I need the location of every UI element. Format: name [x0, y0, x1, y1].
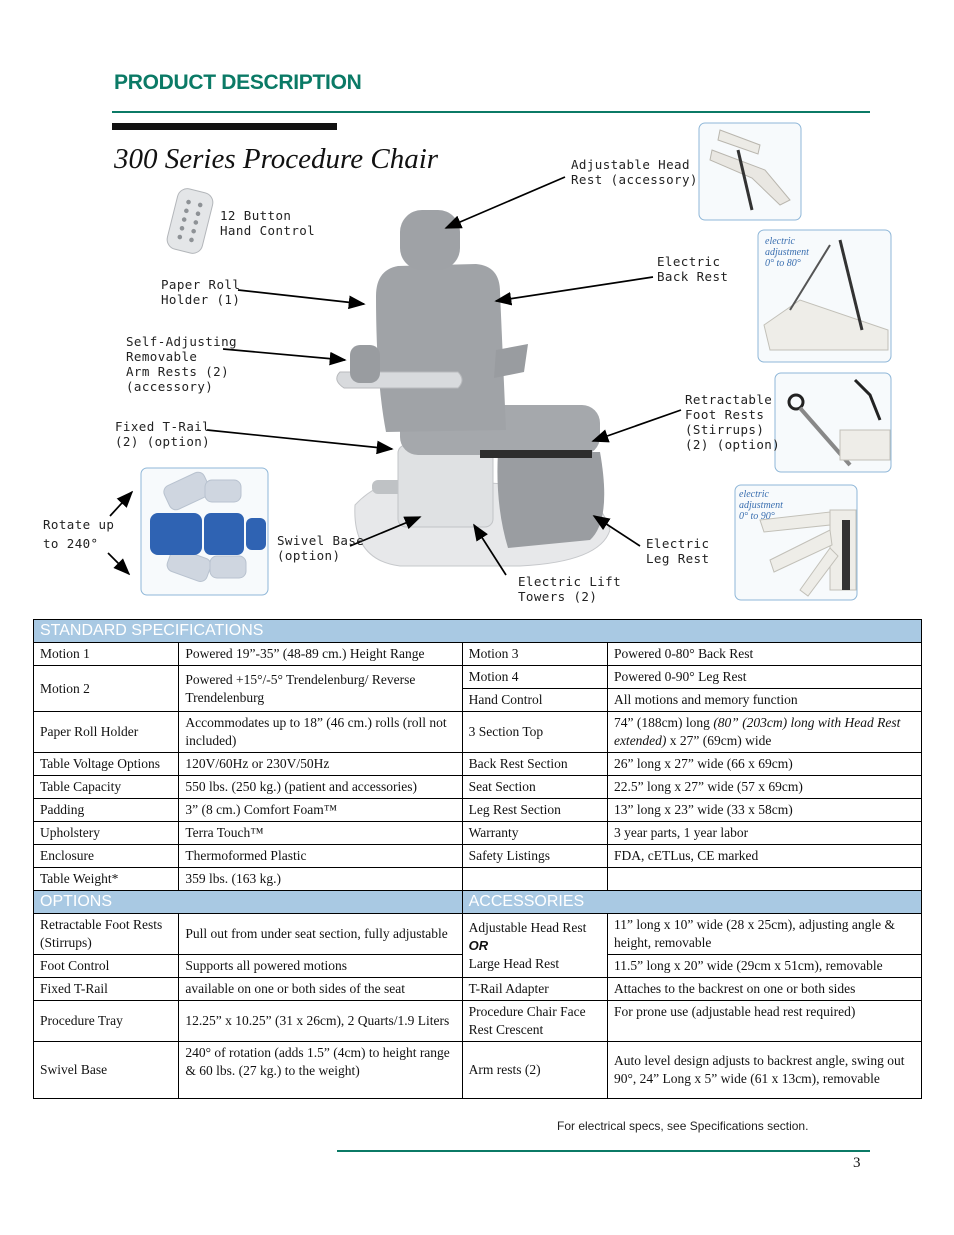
table-row: Upholstery Terra Touch™ Warranty 3 year parts, 1 year labor: [34, 822, 922, 845]
standard-specs-header: STANDARD SPECIFICATIONS: [34, 620, 922, 643]
table-row: Motion 1 Powered 19”-35” (48-89 cm.) Height Range Motion 3 Powered 0-80° Back Rest: [34, 643, 922, 666]
page-number: 3: [853, 1155, 861, 1171]
page-heading: PRODUCT DESCRIPTION: [114, 71, 362, 94]
foot-rest-image: [775, 373, 891, 472]
table-row: Motion 2 Powered +15°/-5° Trendelenburg/ Reverse Trendelenburg Motion 4 Powered 0-90° Leg Rest: [34, 666, 922, 689]
product-illustration: [0, 0, 954, 615]
headrest-label: Adjustable Head Rest OR Large Head Rest: [462, 914, 607, 978]
table-row: Swivel Base 240° of rotation (adds 1.5” (4cm) to height range & 60 lbs. (27 kg.) to the weight) Arm rests (2) Auto level design adjusts to backrest angle, swing out 90°, 24” Long x 5” wide (61 x 13cm), removable: [34, 1042, 922, 1099]
table-row: Foot Control Supports all powered motions 11.5” long x 20” wide (29cm x 51cm), removable: [34, 955, 922, 978]
callout-leg-rest: Electric Leg Rest: [646, 536, 710, 566]
callout-back-rest: Electric Back Rest: [657, 254, 729, 284]
table-row: Retractable Foot Rests (Stirrups) Pull out from under seat section, fully adjustable Adjustable Head Rest OR Large Head Rest 11” long x 10” wide (28 x 25cm), adjusting angle & height, removable: [34, 914, 922, 955]
page-title: 300 Series Procedure Chair: [114, 143, 439, 175]
table-row: Padding 3” (8 cm.) Comfort Foam™ Leg Rest Section 13” long x 23” wide (33 x 58cm): [34, 799, 922, 822]
head-rest-image: [699, 123, 801, 220]
leg-adjust-note: electric adjustment 0° to 90°: [739, 489, 783, 522]
table-row: Paper Roll Holder Accommodates up to 18” (46 cm.) rolls (roll not included) 3 Section Top 74” (188cm) long (80” (203cm) long with Head Rest extended) x 27” (69cm) wide: [34, 712, 922, 753]
callout-swivel-base: Swivel Base (option): [277, 533, 365, 563]
callout-head-rest: Adjustable Head Rest (accessory): [571, 157, 698, 187]
table-row: Fixed T-Rail available on one or both sides of the seat T-Rail Adapter Attaches to the backrest on one or both sides: [34, 978, 922, 1001]
table-row: Table Capacity 550 lbs. (250 kg.) (patient and accessories) Seat Section 22.5” long x 27” wide (57 x 69cm): [34, 776, 922, 799]
swivel-image: [141, 468, 268, 595]
callout-arm-rests: Self-Adjusting Removable Arm Rests (2) (accessory): [126, 334, 237, 394]
chair-image: [337, 210, 610, 566]
hand-control-image: [165, 187, 215, 256]
callout-t-rail: Fixed T-Rail (2) (option): [115, 419, 211, 449]
three-section-value: 74” (188cm) long (80” (203cm) long with Head Rest extended) x 27” (69cm) wide: [607, 712, 921, 753]
footer-rule: [337, 1150, 870, 1152]
electrical-specs-note: For electrical specs, see Specifications section.: [557, 1119, 809, 1133]
options-accessories-header: OPTIONS ACCESSORIES: [34, 891, 922, 914]
table-row: Hand Control All motions and memory function: [34, 689, 922, 712]
callout-rotate: Rotate up to 240°: [43, 517, 115, 551]
table-row: Enclosure Thermoformed Plastic Safety Listings FDA, cETLus, CE marked: [34, 845, 922, 868]
table-row: Table Weight* 359 lbs. (163 kg.): [34, 868, 922, 891]
callout-lift-towers: Electric Lift Towers (2): [518, 574, 622, 604]
specifications-table: [33, 619, 922, 1099]
back-adjust-note: electric adjustment 0° to 80°: [765, 236, 809, 269]
table-row: Table Voltage Options 120V/60Hz or 230V/50Hz Back Rest Section 26” long x 27” wide (66 x 69cm): [34, 753, 922, 776]
callout-hand-control: 12 Button Hand Control: [220, 208, 316, 238]
callout-paper-roll: Paper Roll Holder (1): [161, 277, 241, 307]
callout-foot-rests: Retractable Foot Rests (Stirrups) (2) (option): [685, 392, 781, 452]
table-row: Procedure Tray 12.25” x 10.25” (31 x 26cm), 2 Quarts/1.9 Liters Procedure Chair Face Rest Crescent For prone use (adjustable head rest required): [34, 1001, 922, 1042]
